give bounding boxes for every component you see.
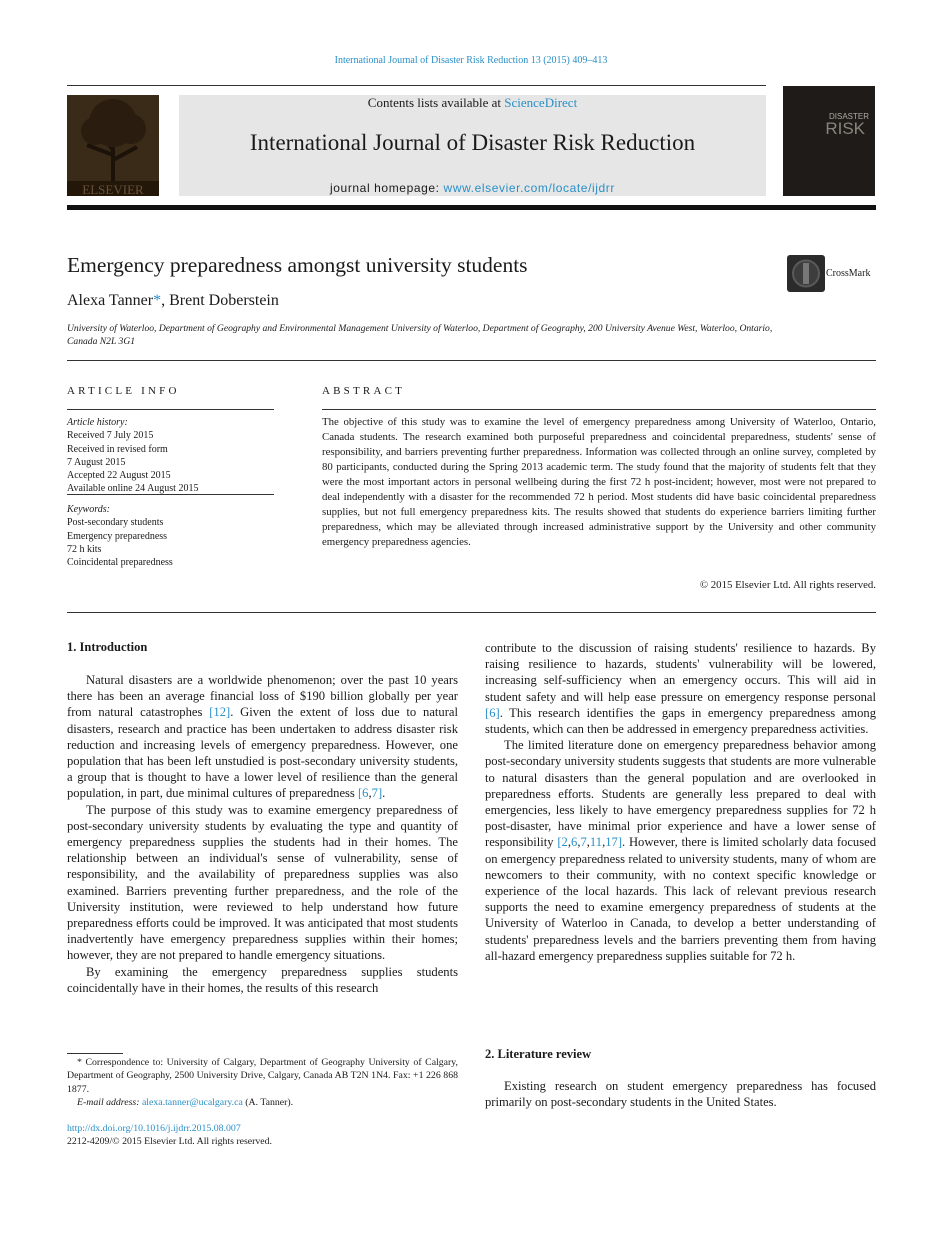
elsevier-logo (67, 95, 159, 196)
reference-link[interactable]: 11 (589, 835, 603, 850)
correspondence-address: * Correspondence to: University of Calgary, Department of Geography University of Calgary, Department of Geography, 2500 University Drive, Calgary, Canada AB T2N 1N4. Fax: +1 226 868 1877. (67, 1057, 458, 1095)
section-heading-literature-review: 2. Literature review (485, 1047, 592, 1061)
reference-link[interactable]: 17] (605, 835, 623, 850)
article-history (67, 416, 287, 496)
history-item: Received 7 July 2015 (67, 430, 154, 442)
homepage-link[interactable]: www.elsevier.com/locate/ijdrr (443, 181, 615, 195)
cover-title-line-1: DISASTER (828, 112, 869, 121)
paragraph: The limited literature done on emergency preparedness behavior among post-secondary university students suggests that students are more vulnerable to natural disasters than the general population and are overlooked in preparedness efforts. Students are generally less prepared to deal with emergencies, less likely to have emergency preparedness supplies for 72 h post-disaster, have minimal prior experience and have a lower sense of responsibility [2,6,7,11,17]. However, there is limited scholarly data focused on emergency preparedness related to university students, many of whom are newcomers to their community, with no context specific knowledge or experience of the local hazards. This lack of relevant previous research supports the need to examine emergency preparedness of students at the University of Waterloo in Canada, to develop a better understanding of students' preparedness levels and the barriers preventing them from having all-hazard emergency preparedness supplies suitable for 72 h. (485, 738, 876, 963)
contents-prefix: Contents lists available at (367, 95, 505, 110)
right-column-text (485, 640, 876, 964)
author-name: Alexa Tanner (67, 292, 154, 309)
author-affiliation: University of Waterloo, Department of Geography and Environmental Management University of Waterloo, Department of Geography, 200 University Avenue West, Waterloo, Ontario, Canada N2L 3G1 (67, 323, 773, 347)
sciencedirect-link[interactable]: ScienceDirect (504, 95, 578, 110)
history-label: Article history: (67, 417, 128, 428)
journal-title: International Journal of Disaster Risk Reduction (249, 130, 696, 155)
history-item: Available online 24 August 2015 (67, 483, 199, 495)
paragraph: By examining the emergency preparedness supplies students coincidentally have in their homes, the results of this research (67, 964, 458, 995)
history-item: 7 August 2015 (67, 456, 126, 468)
email-suffix: (A. Tanner). (242, 1096, 294, 1108)
reference-link[interactable]: 7] (371, 786, 383, 801)
journal-cover (783, 86, 875, 196)
homepage-line (179, 181, 766, 195)
author-email-link[interactable]: alexa.tanner@ucalgary.ca (141, 1096, 243, 1108)
journal-citation[interactable]: International Journal of Disaster Risk Reduction 13 (2015) 409–413 (334, 55, 608, 66)
reference-link[interactable]: [2 (557, 835, 568, 850)
elsevier-wordmark: ELSEVIER (82, 182, 144, 196)
issn-copyright: 2212-4209/© 2015 Elsevier Ltd. All rights reserved. (67, 1136, 272, 1148)
keyword: Post-secondary students (67, 517, 164, 529)
paragraph: The purpose of this study was to examine emergency preparedness of post-secondary university students by evaluating the type and quantity of emergency preparedness supplies the students had in their homes. The relationship between an individual's sense of vulnerability, sense of responsibility, and the availability of preparedness supplies was also examined. Barriers preventing further preparedness, and the role of the University institution, were reviewed to help understand how future preparedness efforts could be improved. It was anticipated that most students inadvertently have emergency preparedness supplies within their homes; however, they are not prepared to handle emergency situations. (67, 802, 458, 963)
history-item: Accepted 22 August 2015 (67, 470, 171, 482)
reference-link[interactable]: [12] (209, 705, 231, 720)
left-column-text (67, 672, 458, 996)
crossmark-label[interactable]: CrossMark (826, 268, 871, 279)
abstract-heading: ABSTRACT (322, 385, 406, 397)
author-separator: , (161, 292, 170, 309)
copyright-notice: © 2015 Elsevier Ltd. All rights reserved. (699, 579, 876, 591)
body-rule (67, 612, 876, 613)
correspondence-footnote (67, 1056, 458, 1109)
crossmark-icon[interactable] (787, 255, 825, 292)
keywords (67, 503, 287, 569)
reference-link[interactable]: [6] (485, 705, 500, 720)
keyword: 72 h kits (67, 543, 102, 555)
history-item: Received in revised form (67, 443, 168, 455)
paragraph: Existing research on student emergency preparedness has focused primarily on post-secondary students in the United States. (485, 1079, 876, 1110)
author-list (67, 292, 279, 310)
footnote-rule (67, 1053, 123, 1054)
paragraph: contribute to the discussion of raising students' resilience to hazards. By raising resilience to hazards, students' vulnerability will be lowered, increasing self-sufficiency when an emergency occurs. This will aid in student safety and will help ease pressure on emergency response personal [6]. This research identifies the gaps in emergency preparedness among students, which can then be addressed in emergency preparedness activities. (485, 641, 876, 737)
doi-link[interactable]: http://dx.doi.org/10.1016/j.ijdrr.2015.08.007 (67, 1123, 241, 1134)
page-footer (67, 1122, 272, 1149)
homepage-prefix: journal homepage: (330, 181, 444, 195)
email-label: E-mail address: (77, 1096, 142, 1108)
literature-review-text (485, 1078, 876, 1110)
reference-link[interactable]: [6 (357, 786, 369, 801)
author-name: Brent Doberstein (169, 292, 279, 309)
corresponding-author-marker[interactable]: * (153, 292, 162, 309)
title-rule (67, 360, 876, 361)
article-info-rule (67, 409, 274, 410)
reference-link[interactable]: 6 (571, 835, 578, 850)
keyword: Coincidental preparedness (67, 557, 173, 569)
email-line (67, 1096, 458, 1109)
article-title: Emergency preparedness amongst university students (67, 253, 528, 277)
abstract-text: The objective of this study was to examine the level of emergency preparedness among University of Waterloo, Ontario, Canada students. The research examined both purposeful preparedness and coincidental preparedness, students' sense of responsibility, and barriers preventing further preparedness. Information was collected through an online survey, completed by 80 participants, conducted during the Spring 2013 academic term. The study found that the majority of students felt that they were the most important actors in personal wellbeing during the first 72 h post-incident; however, most were not prepared to deal independently with a disaster for the recommended 72 h period. Most students did have basic coincidental preparedness supplies, but not full emergency preparedness kits. The results showed that students do experience barriers limiting further preparedness, which may be alleviated through increased administrative support by the University and other community emergency preparedness agencies. (322, 416, 876, 548)
paragraph: Natural disasters are a worldwide phenomenon; over the past 10 years there has been an average financial loss of $190 billion globally per year from natural catastrophes [12]. Given the extent of loss due to natural disasters, research and practice has been undertaken to address disaster risk reduction and increasing levels of emergency preparedness. However, one population that has been left unstudied is post-secondary university students, a group that is thought to have a lower level of resilience than the general population, in part, due minimal cultures of preparedness [6,7]. (67, 673, 458, 801)
cover-title-line-2: RISK (825, 119, 865, 138)
section-heading-introduction: 1. Introduction (67, 640, 148, 654)
journal-masthead (179, 95, 766, 196)
header-rule (67, 85, 766, 86)
keywords-label: Keywords: (67, 504, 110, 515)
contents-line (179, 95, 766, 111)
abstract-rule (322, 409, 876, 410)
keywords-rule (67, 494, 274, 495)
keyword: Emergency preparedness (67, 530, 168, 542)
header-thick-rule (67, 205, 876, 210)
article-info-heading: ARTICLE INFO (67, 385, 180, 397)
reference-link[interactable]: 7 (580, 835, 587, 850)
